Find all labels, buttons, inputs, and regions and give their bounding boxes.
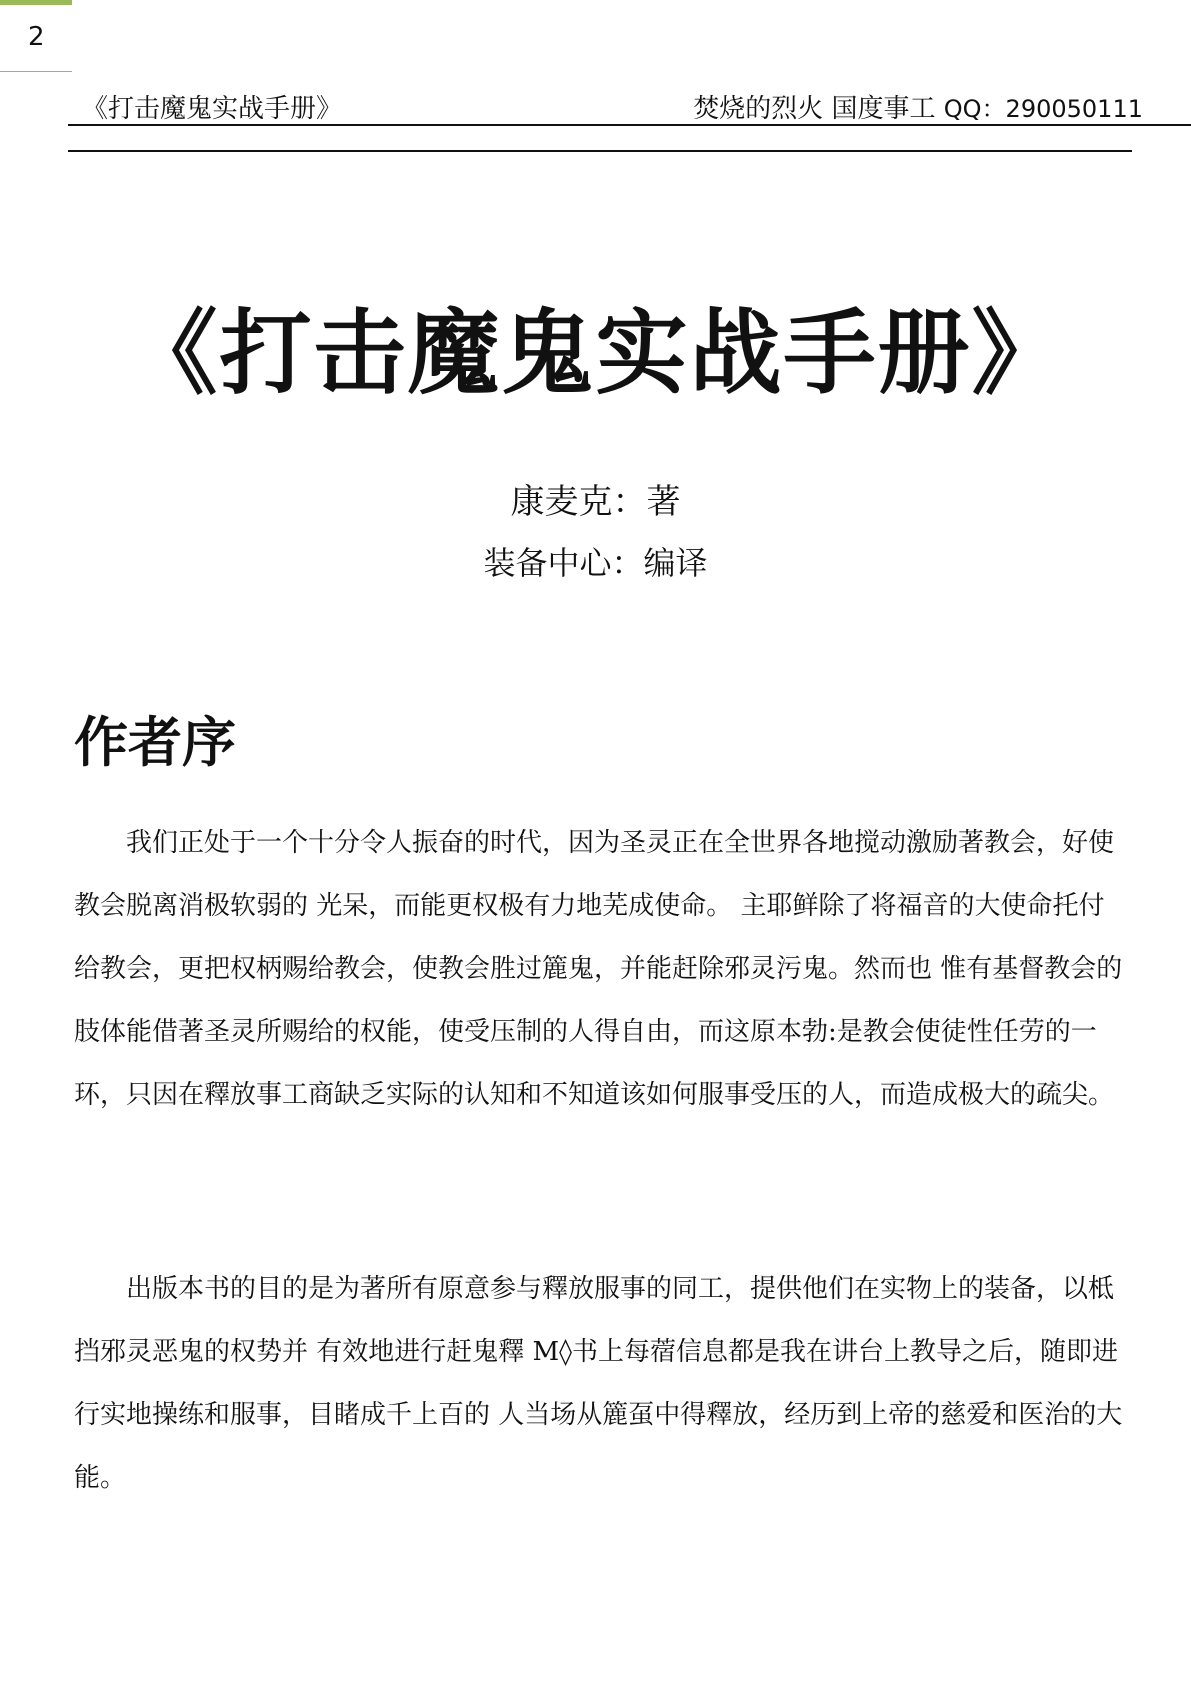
- page-number: 2: [28, 22, 45, 52]
- section-heading: 作者序: [74, 710, 236, 774]
- author-line: 康麦克：著: [510, 482, 681, 522]
- preface-paragraph-2: [74, 1258, 1130, 1510]
- preface-paragraph-1: [74, 812, 1130, 1127]
- header-rule-secondary: [68, 150, 1132, 152]
- header-rule: [68, 124, 1191, 126]
- running-header-author: [693, 88, 1143, 125]
- translator-line: 装备中心：编译: [483, 544, 708, 582]
- paragraph-text: 我们正处于一个十分令人振奋的时代，因为圣灵正在全世界各地搅动激励著教会，好使教会脱离消极软弱的 光呆，而能更权极有力地芜成使命。 主耶鲜除了将福音的大使命托付给教会，更把权柄赐给教会，使教会胜过簏鬼，并能赶除邪灵污鬼。然而也 惟有基督教会的肢体能借著圣灵所赐给的权能，使受压制的人得自由，而这原本勃:是教会使徒性任劳的一 环，只因在釋放事工商缺乏实际的认知和不知道该如何服事受压的人，而造成极大的疏尖。: [74, 828, 1123, 1110]
- running-header-title: 《打击魔鬼实战手册》: [82, 94, 343, 124]
- header-qq: QQ：290050111: [943, 95, 1143, 123]
- paragraph-text: 出版本书的目的是为著所有原意参与釋放服事的同工，提供他们在实物上的装备，以柢挡邪灵恶鬼的权势并 有效地进行赶鬼釋 M◊书上每蓿信息都是我在讲台上教导之后，随即进行实地操练和服事，目睹成千上百的 人当场从簏虿中得釋放，经历到上帝的慈爱和医治的大能。: [74, 1274, 1123, 1493]
- header-ministry: 焚烧的烈火 国度事工: [693, 94, 936, 124]
- book-title: 《打击魔鬼实战手册》: [125, 299, 1066, 407]
